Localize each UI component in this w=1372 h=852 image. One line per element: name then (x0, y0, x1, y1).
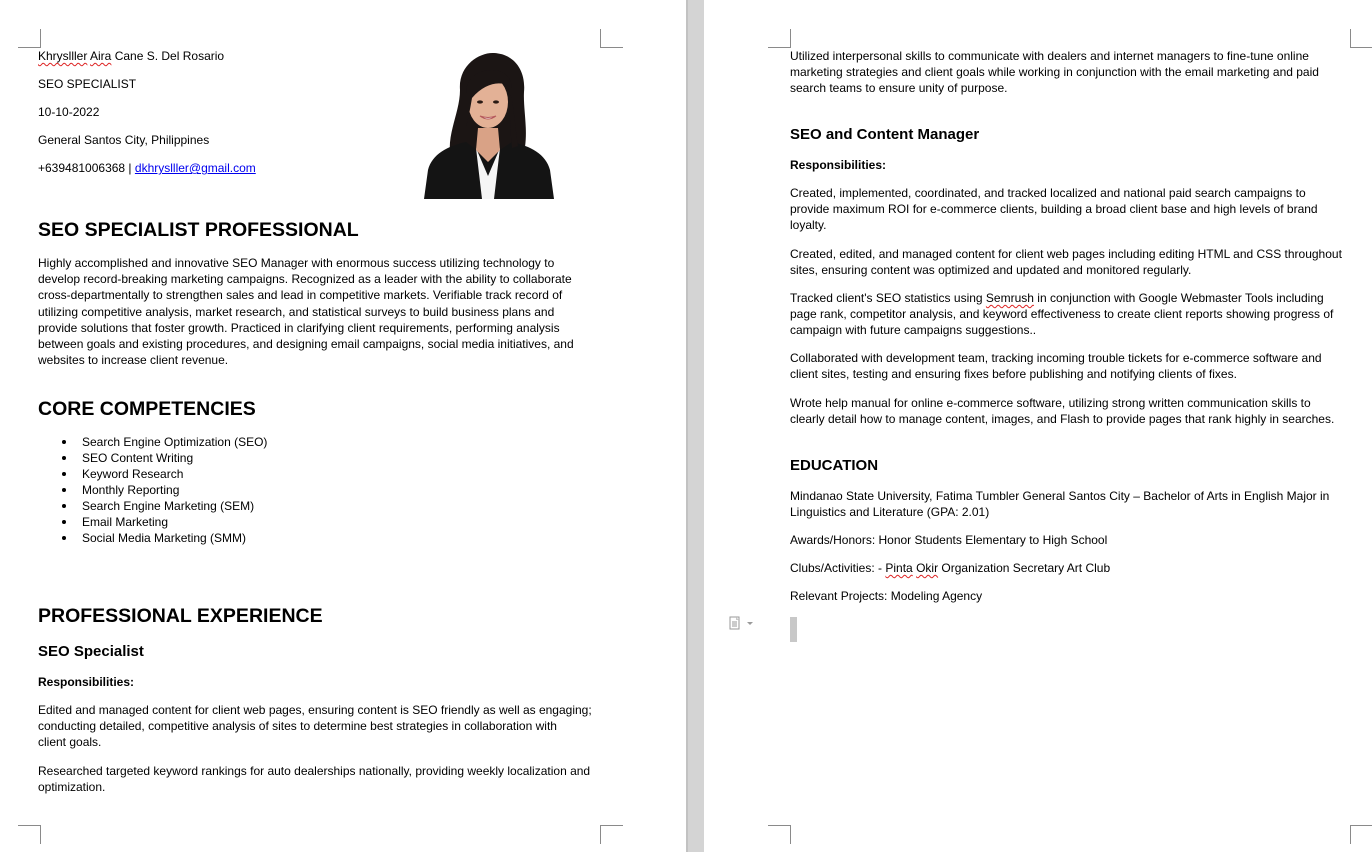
intro-paragraph (790, 48, 1360, 97)
paragraph-line: Mindanao State University, Fatima Tumbler General Santos City – Bachelor of Arts in English Major in (790, 489, 1330, 503)
crop-mark-top-right (1350, 29, 1372, 48)
pinta-misspelled[interactable]: Pinta (885, 561, 913, 575)
contact-email-link[interactable]: dkhryslller@gmail.com (134, 161, 256, 175)
education-school (790, 488, 1365, 520)
document-page-2[interactable] (704, 0, 1372, 852)
profile-photo[interactable] (422, 50, 556, 199)
paragraph-line: sites, ensuring content was optimized and updated and monitored regularly. (790, 263, 1192, 278)
job-title-seo-specialist: SEO Specialist (38, 643, 144, 660)
text-span: Tracked client's SEO statistics using (790, 291, 986, 305)
paragraph-line (790, 290, 1365, 306)
contact-phone: +639481006368 | (38, 161, 132, 175)
paragraph-line: Collaborated with development team, tracking incoming trouble tickets for e-commerce software and (790, 351, 1322, 365)
paragraph-line: Utilized interpersonal skills to communicate with dealers and internet managers to fine-tune online (790, 49, 1309, 63)
semrush-misspelled[interactable]: Semrush (985, 291, 1034, 305)
paste-options-icon (728, 615, 754, 631)
contact-phone-email (38, 161, 256, 175)
paragraph-line: Researched targeted keyword rankings for auto dealerships nationally, providing weekly localization and (38, 764, 591, 778)
crop-mark-top-left (18, 29, 41, 48)
text-span: Organization Secretary Art Club (938, 561, 1111, 575)
list-item: Search Engine Marketing (SEM) (82, 498, 267, 514)
contact-title: SEO SPECIALIST (38, 77, 137, 91)
contact-name (38, 49, 224, 63)
paragraph-line: Wrote help manual for online e-commerce software, utilizing strong written communication skills to (790, 396, 1311, 410)
competencies-list (58, 434, 267, 546)
summary-line: cross-departmentally to strengthen sales and lead in competitive markets. Verifiable track record of (38, 288, 563, 303)
job2-paragraph-3 (790, 290, 1365, 339)
paragraph-line: search teams to ensure unity of purpose. (790, 81, 1008, 96)
name-rest: Cane S. Del Rosario (111, 49, 225, 63)
job2-paragraph-4 (790, 350, 1365, 382)
crop-mark-top-left (768, 29, 791, 48)
paragraph-line: client sites, testing and ensuring fixes before publishing and notifying clients of fixes. (790, 367, 1237, 382)
contact-location: General Santos City, Philippines (38, 133, 210, 147)
name-first-misspelled[interactable]: Khryslller (38, 49, 88, 63)
summary-line: provide solutions that foster growth. Practiced in clarifying client requirements, performing analysis (38, 320, 560, 335)
list-item: SEO Content Writing (82, 450, 267, 466)
list-item: Search Engine Optimization (SEO) (82, 435, 268, 449)
list-item: Monthly Reporting (82, 482, 267, 498)
list-item: Keyword Research (82, 466, 267, 482)
crop-mark-bottom-right (600, 825, 623, 844)
job-title-seo-content-manager: SEO and Content Manager (790, 126, 980, 143)
summary-line: Highly accomplished and innovative SEO Manager with enormous success utilizing technology to (38, 256, 555, 270)
responsibilities-label: Responsibilities: (790, 158, 887, 172)
paragraph-line: Linguistics and Literature (GPA: 2.01) (790, 505, 990, 520)
experience-heading: PROFESSIONAL EXPERIENCE (38, 605, 323, 627)
responsibilities-label: Responsibilities: (38, 675, 135, 689)
competencies-heading: CORE COMPETENCIES (38, 398, 256, 420)
job2-paragraph-5 (790, 395, 1365, 427)
job2-paragraph-2 (790, 246, 1365, 278)
paragraph-line: campaign with future campaigns suggestions.. (790, 323, 1037, 338)
name-second-misspelled[interactable]: Aira (90, 49, 112, 63)
summary-line: between goals and existing procedures, and designing email campaigns, social media initiatives, and (38, 337, 574, 352)
paragraph-line: provide maximum ROI for e-commerce clients, building a broad client base and high levels of brand (790, 202, 1318, 217)
education-awards: Awards/Honors: Honor Students Elementary to High School (790, 533, 1108, 547)
profile-photo-illustration (422, 50, 556, 199)
crop-mark-bottom-left (768, 825, 791, 844)
summary-line: websites to increase client revenue. (38, 353, 229, 368)
okir-misspelled[interactable]: Okir (916, 561, 939, 575)
text-span: in conjunction with Google Webmaster Tools including (1033, 291, 1324, 305)
paragraph-line: marketing strategies and client goals while working in conjunction with the email marketing and paid (790, 65, 1319, 80)
paragraph-line: conducting detailed, competitive analysis of sites to determine best strategies in collaboration with (38, 719, 557, 734)
paragraph-line: clearly detail how to manage content, images, and Flash to provide pages that rank highly in searches. (790, 412, 1335, 427)
paragraph-line: page rank, competitor analysis, and keyword effectiveness to create client reports showing progress of (790, 307, 1334, 322)
paste-options-button[interactable] (728, 615, 754, 631)
text-span: Clubs/Activities: - (790, 561, 886, 575)
summary-paragraph (38, 255, 608, 368)
summary-heading: SEO SPECIALIST PROFESSIONAL (38, 219, 359, 241)
experience-paragraph-2 (38, 763, 618, 795)
crop-mark-top-right (600, 29, 623, 48)
page-gutter (686, 0, 704, 852)
paragraph-line: client goals. (38, 735, 102, 750)
job2-paragraph-1 (790, 185, 1360, 234)
education-projects: Relevant Projects: Modeling Agency (790, 589, 983, 603)
crop-mark-bottom-right (1350, 825, 1372, 844)
education-clubs (790, 561, 1110, 575)
experience-paragraph-1 (38, 702, 618, 751)
paragraph-line: loyalty. (790, 218, 827, 233)
paragraph-line: Created, edited, and managed content for client web pages including editing HTML and CSS throughout (790, 247, 1342, 261)
summary-line: utilizing competitive analysis, market research, and statistical surveys to build business plans and (38, 304, 555, 319)
paragraph-line: Created, implemented, coordinated, and tracked localized and national paid search campaigns to (790, 186, 1306, 200)
paragraph-line: Edited and managed content for client web pages, ensuring content is SEO friendly as well as engaging; (38, 703, 592, 717)
contact-date: 10-10-2022 (38, 105, 100, 119)
text-cursor-paragraph-mark[interactable] (790, 617, 797, 642)
education-heading: EDUCATION (790, 457, 879, 474)
crop-mark-bottom-left (18, 825, 41, 844)
list-item: Social Media Marketing (SMM) (82, 530, 267, 546)
paragraph-line: optimization. (38, 780, 106, 795)
list-item: Email Marketing (82, 514, 267, 530)
summary-line: develop record-breaking marketing campaigns. Recognized as a leader with the ability to collaborate (38, 272, 572, 287)
